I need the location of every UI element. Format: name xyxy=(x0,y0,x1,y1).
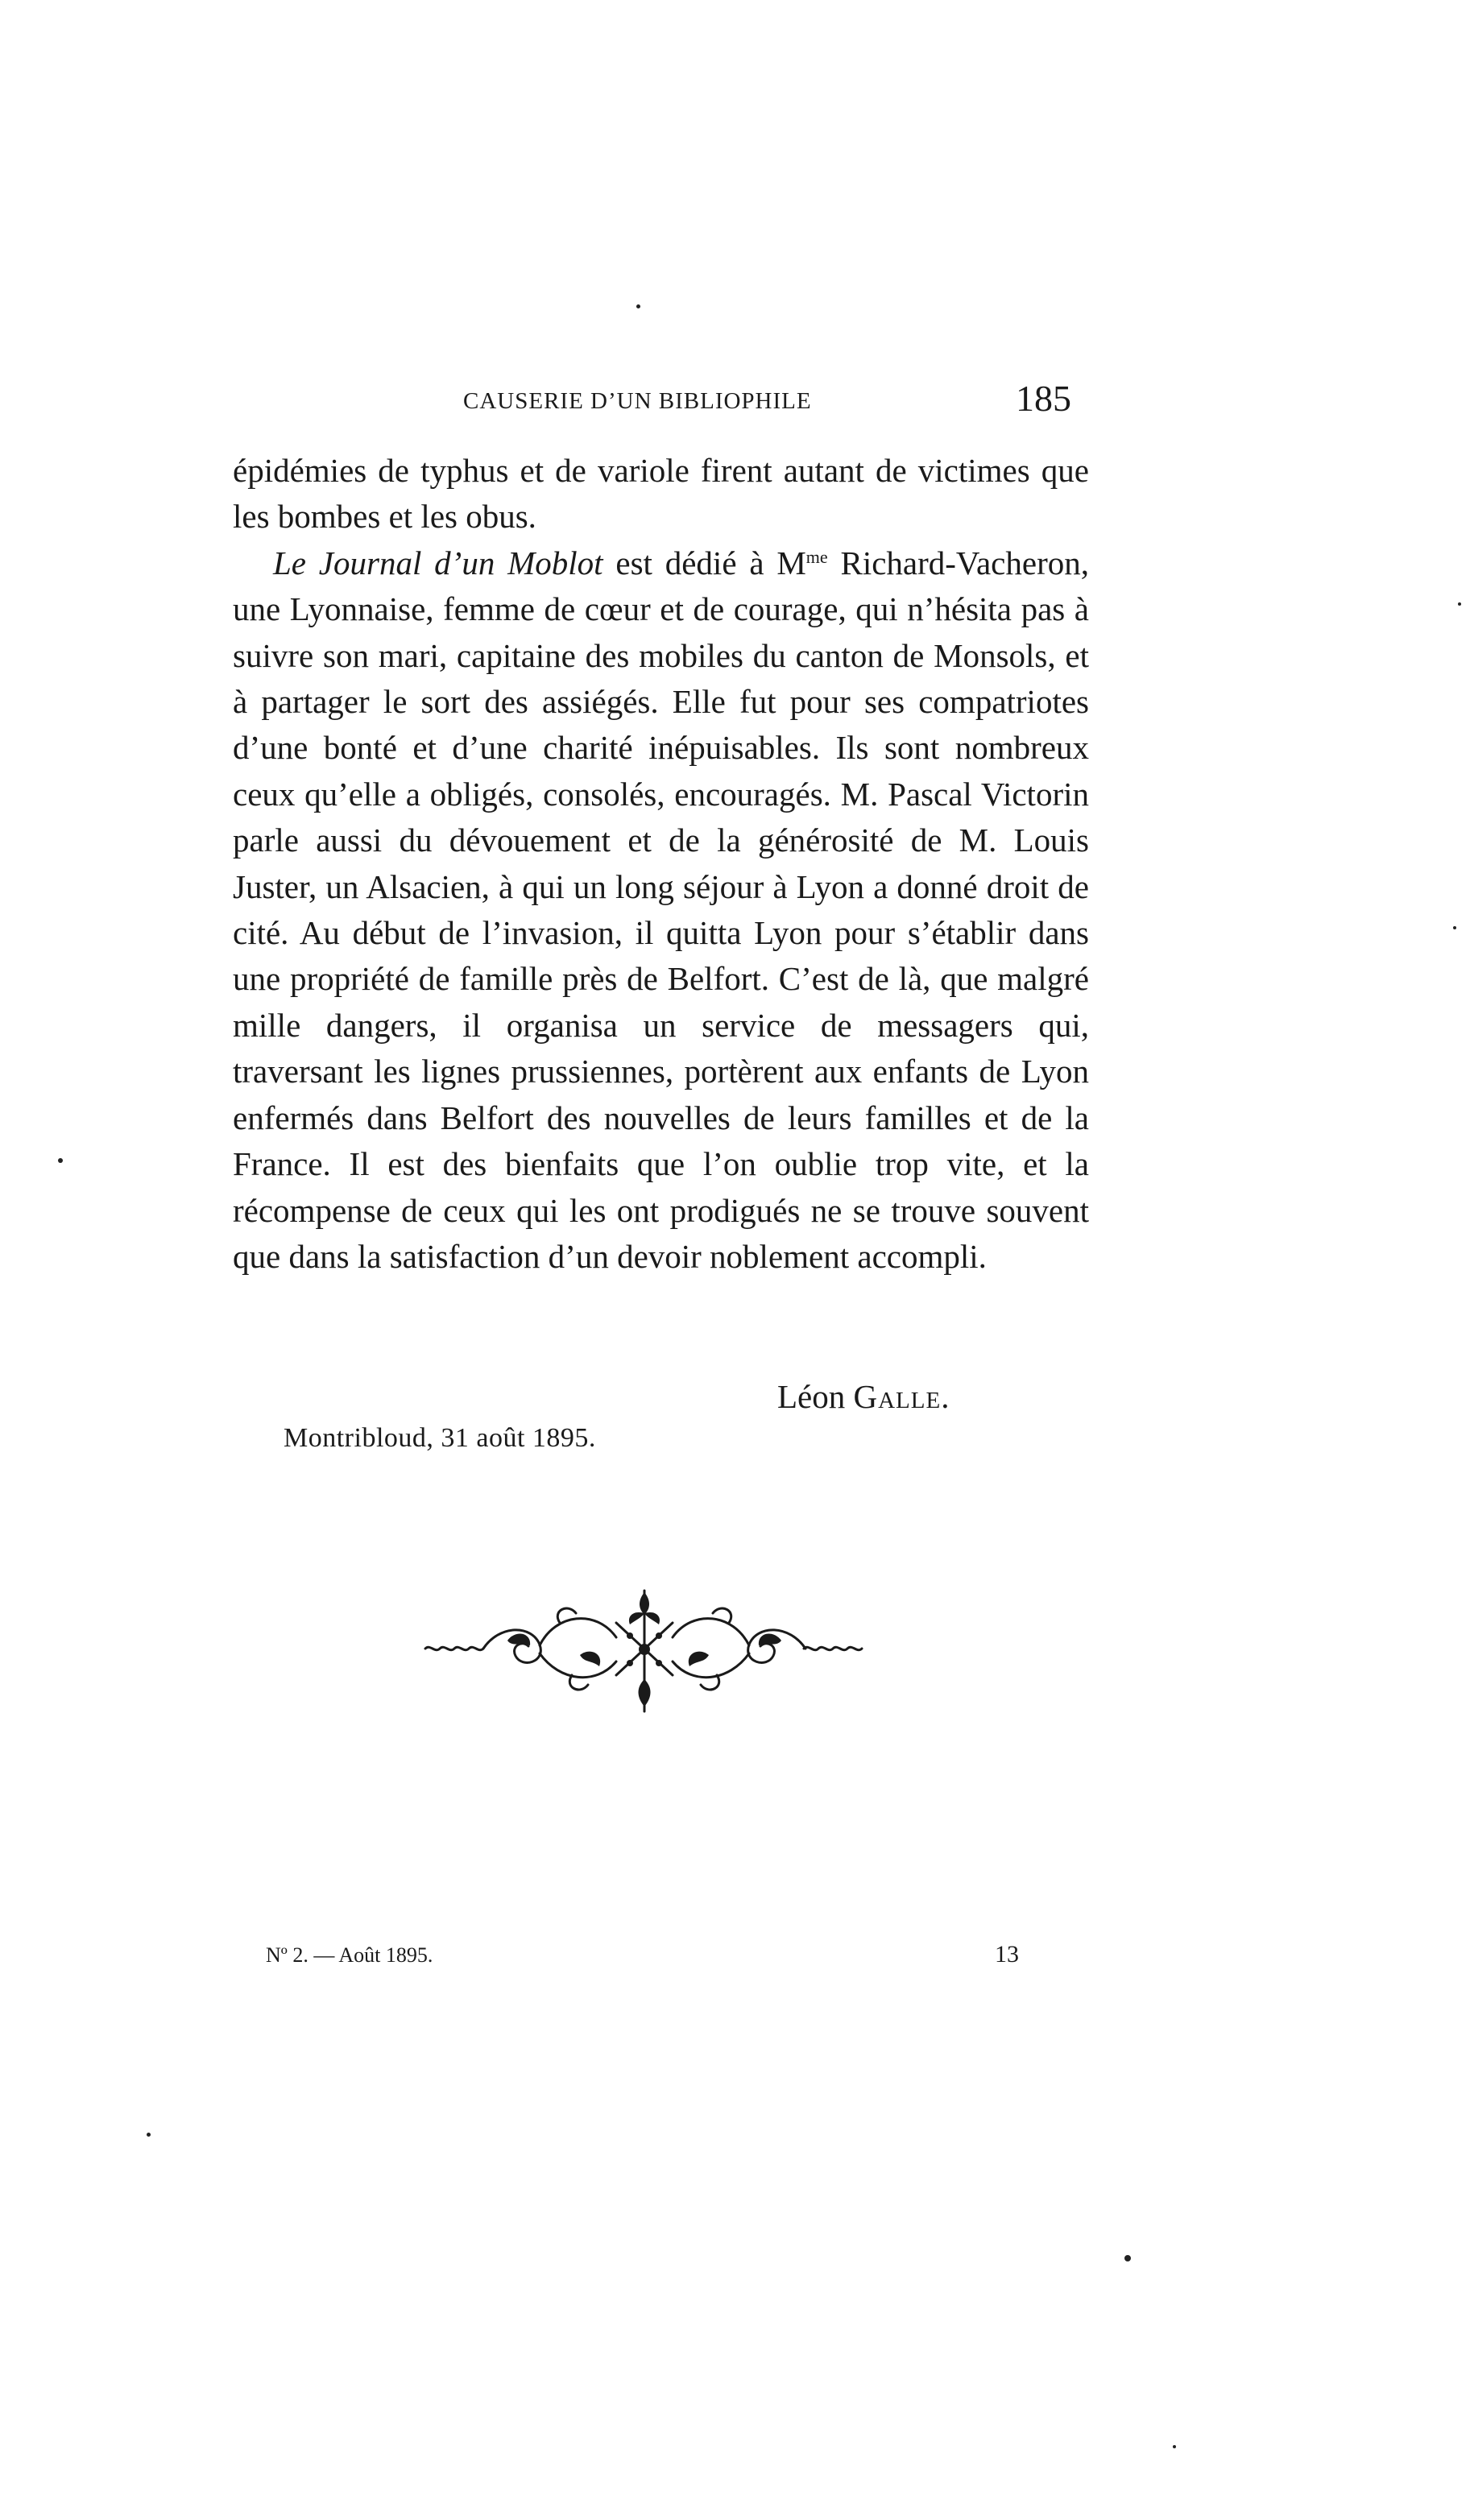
paragraph-2-body: Richard-Vacheron, une Lyonnaise, femme de cœur et de courage, qui n’hésita pas à suivre son mari, capitaine des mobiles du canton de Monsols, et à partager le sort des assiégés. Elle fut pour ses compatriotes d’une bonté et d’une charité inépuisables. Ils sont nombreux ceux qu’elle a obligés, consolés, encouragés. M. Pascal Victorin parle aussi du dévouement et de la générosité de M. Louis Juster, un Alsacien, à qui un long séjour à Lyon a donné droit de cité. Au début de l’invasion, il quitta Lyon pour s’établir dans une propriété de famille près de Belfort. C’est de là, que malgré mille dangers, il organisa un service de messagers qui, traversant les lignes prussiennes, portèrent aux enfants de Lyon enfermés dans Belfort des nouvelles de leurs familles et de la France. Il est des bienfaits que l’on oublie trop vite, et la récompense de ceux qui les ont prodigués ne se trouve souvent que dans la satisfaction d’un devoir noblement accompli. xyxy=(233,544,1089,1275)
paragraph-1: épidémies de typhus et de variole firent autant de victimes que les bombes et les obus. xyxy=(233,452,1089,536)
scan-speck xyxy=(636,304,640,308)
author-last-name: Galle. xyxy=(853,1378,950,1415)
paragraph-2 xyxy=(233,540,1089,1281)
author-first-name: Léon xyxy=(777,1378,846,1415)
madame-superscript: me xyxy=(805,546,828,567)
author-signature xyxy=(777,1377,950,1416)
scan-speck xyxy=(147,2133,151,2137)
signature-mark: 13 xyxy=(995,1941,1019,1968)
dateline: Montribloud, 31 août 1895. xyxy=(284,1423,596,1453)
paragraph-2-lead: est dédié à M xyxy=(602,544,806,581)
issue-footer: Nº 2. — Août 1895. xyxy=(266,1943,433,1967)
fleuron-ornament-icon xyxy=(419,1574,870,1719)
work-title: Le Journal d’un Moblot xyxy=(273,544,603,581)
page-number: 185 xyxy=(1016,378,1071,419)
scan-speck xyxy=(1124,2255,1131,2261)
body-text xyxy=(233,448,1089,1280)
scan-speck xyxy=(1458,602,1461,606)
scan-speck xyxy=(1173,2445,1176,2448)
scan-speck xyxy=(1453,926,1456,929)
running-title: CAUSERIE D’UN BIBLIOPHILE xyxy=(463,388,812,414)
scan-speck xyxy=(58,1158,63,1163)
